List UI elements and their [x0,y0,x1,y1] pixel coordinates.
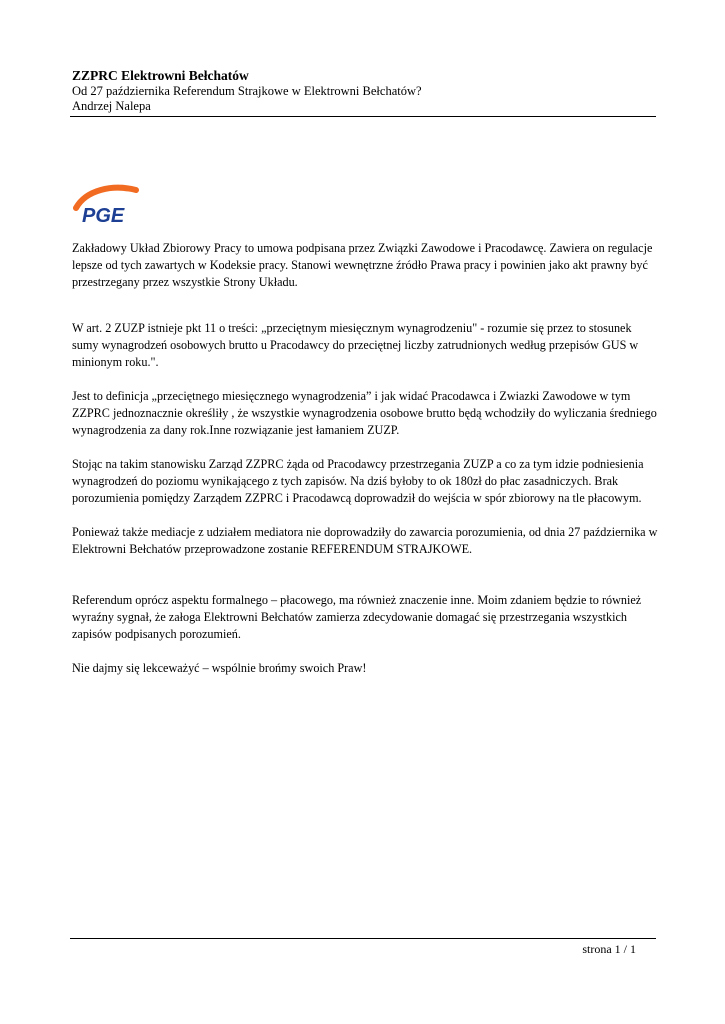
paragraph: Ponieważ także mediacje z udziałem mediatora nie doprowadziły do zawarcia porozumienia, od dnia 27 października w Elektrowni Bełchatów przeprowadzone zostanie REFERENDUM STRAJKOWE. [72,525,658,556]
document-header [72,68,655,114]
paragraph: Stojąc na takim stanowisku Zarząd ZZPRC żąda od Pracodawcy przestrzegania ZUZP a co za tym idzie podniesienia wynagrodzeń do poziomu wynikającego z tych zapisów. Na dziś byłoby to ok 180zł do płac zasadniczych. Brak porozumienia pomiędzy Zarządem ZZPRC i Pracodawcą doprowadził do wejścia w spór zbiorowy na tle płacowym. [72,457,644,505]
paragraph: W art. 2 ZUZP istnieje pkt 11 o treści: „przeciętnym miesięcznym wynagrodzeniu" - rozumie się przez to stosunek sumy wynagrodzeń osobowych brutto u Pracodawcy do przeciętnej liczby zatrudnionych według przepisów GUS w minionym roku.". [72,321,639,369]
author-name: Andrzej Nalepa [72,99,151,113]
pge-logo [68,180,144,230]
svg-text:PGE: PGE [82,205,125,227]
paragraph: Nie dajmy się lekceważyć – wspólnie brońmy swoich Praw! [72,661,367,675]
paragraph: Referendum oprócz aspektu formalnego – płacowego, ma również znaczenie inne. Moim zdaniem będzie to również wyraźny sygnał, że załoga Elektrowni Bełchatów zamierza zdecydowanie domagać się przestrzegania wszystkich zapisów podpisanych porozumień. [72,593,642,641]
paragraph: Zakładowy Układ Zbiorowy Pracy to umowa podpisana przez Związki Zawodowe i Pracodawcę. Zawiera on regulacje lepsze od tych zawartych w Kodeksie pracy. Stanowi wewnętrzne źródło Prawa pracy i powinien jako akt prawny być przestrzegany przez wszystkie Strony Układu. [72,241,653,289]
article-title: Od 27 października Referendum Strajkowe w Elektrowni Bełchatów? [72,84,422,98]
footer-divider [70,938,656,939]
page-number: strona 1 / 1 [582,942,636,956]
article-body [72,240,658,677]
paragraph: Jest to definicja „przeciętnego miesięcznego wynagrodzenia” i jak widać Pracodawca i Zwiazki Zawodowe w tym ZZPRC jednoznacznie określiły , że wszystkie wynagrodzenia osobowe brutto będą wchodziły do wyliczania średniego wynagrodzenia za dany rok.Inne rozwiązanie jest łamaniem ZUZP. [72,389,657,437]
site-title: ZZPRC Elektrowni Bełchatów [72,68,249,83]
header-divider [70,116,656,117]
